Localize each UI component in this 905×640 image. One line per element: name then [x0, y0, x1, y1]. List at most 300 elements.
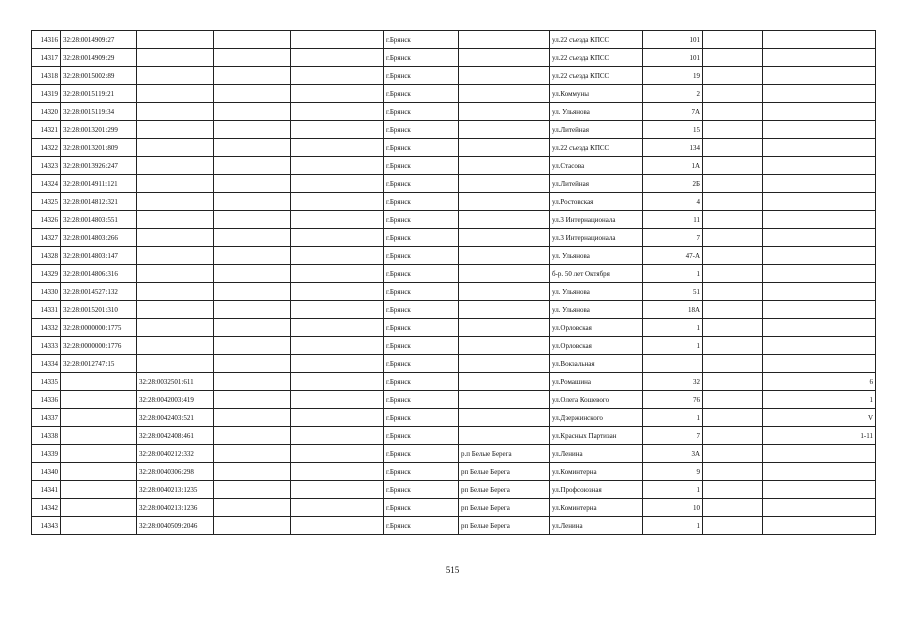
empty-cell — [214, 247, 291, 265]
city-cell: г.Брянск — [384, 31, 459, 49]
page-number: 515 — [445, 565, 460, 575]
empty-cell — [214, 373, 291, 391]
table-row — [32, 445, 876, 463]
empty-cell — [214, 211, 291, 229]
city-cell: г.Брянск — [384, 427, 459, 445]
table-row — [32, 391, 876, 409]
empty-cell — [214, 175, 291, 193]
empty-cell — [703, 337, 763, 355]
table-row — [32, 517, 876, 535]
empty-cell — [291, 67, 384, 85]
house-number-cell: 134 — [643, 139, 703, 157]
street-cell: ул.Литейная — [550, 121, 643, 139]
settlement-cell — [459, 265, 550, 283]
empty-cell — [703, 121, 763, 139]
cadastral-number-alt-cell — [137, 121, 214, 139]
apartment-cell: 6 — [763, 373, 876, 391]
empty-cell — [291, 283, 384, 301]
house-number-cell: 1 — [643, 319, 703, 337]
city-cell: г.Брянск — [384, 463, 459, 481]
settlement-cell: рп Белые Берега — [459, 517, 550, 535]
empty-cell — [214, 301, 291, 319]
cadastral-number-alt-cell — [137, 265, 214, 283]
empty-cell — [703, 427, 763, 445]
street-cell: ул.3 Интернационала — [550, 211, 643, 229]
table-row — [32, 193, 876, 211]
city-cell: г.Брянск — [384, 193, 459, 211]
city-cell: г.Брянск — [384, 355, 459, 373]
empty-cell — [291, 391, 384, 409]
city-cell: г.Брянск — [384, 445, 459, 463]
city-cell: г.Брянск — [384, 139, 459, 157]
street-cell: ул.Красных Партизан — [550, 427, 643, 445]
house-number-cell: 15 — [643, 121, 703, 139]
apartment-cell — [763, 337, 876, 355]
empty-cell — [291, 193, 384, 211]
apartment-cell — [763, 481, 876, 499]
house-number-cell: 1 — [643, 517, 703, 535]
street-cell: ул.Коминтерна — [550, 499, 643, 517]
table-row — [32, 211, 876, 229]
table-row — [32, 49, 876, 67]
cadastral-number-cell: 32:28:0014527:132 — [61, 283, 137, 301]
empty-cell — [214, 409, 291, 427]
empty-cell — [291, 139, 384, 157]
cadastral-number-alt-cell: 32:28:0042403:521 — [137, 409, 214, 427]
house-number-cell: 2 — [643, 85, 703, 103]
house-number-cell: 101 — [643, 49, 703, 67]
settlement-cell — [459, 229, 550, 247]
city-cell: г.Брянск — [384, 85, 459, 103]
street-cell: ул.22 съезда КПСС — [550, 49, 643, 67]
city-cell: г.Брянск — [384, 211, 459, 229]
row-number-cell: 14319 — [32, 85, 61, 103]
settlement-cell — [459, 355, 550, 373]
apartment-cell — [763, 67, 876, 85]
city-cell: г.Брянск — [384, 499, 459, 517]
empty-cell — [703, 157, 763, 175]
house-number-cell: 3А — [643, 445, 703, 463]
apartment-cell — [763, 301, 876, 319]
table-row — [32, 265, 876, 283]
empty-cell — [214, 193, 291, 211]
row-number-cell: 14336 — [32, 391, 61, 409]
table-row — [32, 337, 876, 355]
apartment-cell — [763, 211, 876, 229]
empty-cell — [291, 157, 384, 175]
empty-cell — [291, 247, 384, 265]
street-cell: ул.Ростовская — [550, 193, 643, 211]
settlement-cell — [459, 301, 550, 319]
table-row — [32, 229, 876, 247]
cadastral-number-cell — [61, 373, 137, 391]
street-cell: ул.Стасова — [550, 157, 643, 175]
apartment-cell — [763, 49, 876, 67]
settlement-cell — [459, 373, 550, 391]
apartment-cell — [763, 121, 876, 139]
row-number-cell: 14332 — [32, 319, 61, 337]
cadastral-number-alt-cell: 32:28:0042003:419 — [137, 391, 214, 409]
table-row — [32, 31, 876, 49]
city-cell: г.Брянск — [384, 49, 459, 67]
street-cell: ул.22 съезда КПСС — [550, 139, 643, 157]
apartment-cell — [763, 85, 876, 103]
street-cell: ул.Ленина — [550, 517, 643, 535]
city-cell: г.Брянск — [384, 229, 459, 247]
row-number-cell: 14328 — [32, 247, 61, 265]
row-number-cell: 14316 — [32, 31, 61, 49]
empty-cell — [214, 67, 291, 85]
city-cell: г.Брянск — [384, 337, 459, 355]
empty-cell — [703, 139, 763, 157]
table-body — [32, 31, 876, 535]
city-cell: г.Брянск — [384, 67, 459, 85]
table-row — [32, 139, 876, 157]
empty-cell — [291, 463, 384, 481]
table-row — [32, 409, 876, 427]
settlement-cell — [459, 139, 550, 157]
cadastral-number-alt-cell — [137, 229, 214, 247]
city-cell: г.Брянск — [384, 391, 459, 409]
street-cell: б-р. 50 лет Октября — [550, 265, 643, 283]
empty-cell — [703, 481, 763, 499]
row-number-cell: 14343 — [32, 517, 61, 535]
empty-cell — [291, 337, 384, 355]
cadastral-number-cell — [61, 409, 137, 427]
cadastral-number-cell: 32:28:0013926:247 — [61, 157, 137, 175]
row-number-cell: 14320 — [32, 103, 61, 121]
apartment-cell — [763, 175, 876, 193]
apartment-cell — [763, 103, 876, 121]
cadastral-number-alt-cell — [137, 85, 214, 103]
cadastral-number-cell: 32:28:0014812:321 — [61, 193, 137, 211]
cadastral-number-cell: 32:28:0015201:310 — [61, 301, 137, 319]
cadastral-number-alt-cell: 32:28:0032501:611 — [137, 373, 214, 391]
cadastral-number-alt-cell — [137, 337, 214, 355]
city-cell: г.Брянск — [384, 319, 459, 337]
empty-cell — [291, 373, 384, 391]
street-cell: ул.22 съезда КПСС — [550, 31, 643, 49]
empty-cell — [291, 49, 384, 67]
house-number-cell: 19 — [643, 67, 703, 85]
settlement-cell: р.п Белые Берега — [459, 445, 550, 463]
city-cell: г.Брянск — [384, 409, 459, 427]
table-row — [32, 301, 876, 319]
row-number-cell: 14325 — [32, 193, 61, 211]
empty-cell — [703, 319, 763, 337]
settlement-cell — [459, 175, 550, 193]
apartment-cell — [763, 445, 876, 463]
street-cell: ул.Орловская — [550, 319, 643, 337]
house-number-cell: 7А — [643, 103, 703, 121]
empty-cell — [214, 517, 291, 535]
apartment-cell — [763, 157, 876, 175]
street-cell: ул.Ромашина — [550, 373, 643, 391]
row-number-cell: 14340 — [32, 463, 61, 481]
settlement-cell — [459, 337, 550, 355]
empty-cell — [703, 409, 763, 427]
cadastral-number-alt-cell — [137, 175, 214, 193]
empty-cell — [291, 103, 384, 121]
empty-cell — [703, 193, 763, 211]
apartment-cell: 1 — [763, 391, 876, 409]
street-cell: ул.Дзержинского — [550, 409, 643, 427]
apartment-cell: V — [763, 409, 876, 427]
cadastral-number-cell: 32:28:0012747:15 — [61, 355, 137, 373]
empty-cell — [214, 283, 291, 301]
empty-cell — [291, 481, 384, 499]
empty-cell — [291, 355, 384, 373]
cadastral-number-alt-cell — [137, 31, 214, 49]
cadastral-number-alt-cell — [137, 103, 214, 121]
cadastral-number-alt-cell: 32:28:0040212:332 — [137, 445, 214, 463]
settlement-cell: рп Белые Берега — [459, 481, 550, 499]
cadastral-number-cell: 32:28:0014911:121 — [61, 175, 137, 193]
settlement-cell — [459, 427, 550, 445]
table-row — [32, 247, 876, 265]
cadastral-number-alt-cell — [137, 67, 214, 85]
table-row — [32, 283, 876, 301]
house-number-cell: 32 — [643, 373, 703, 391]
cadastral-number-alt-cell: 32:28:0040509:2046 — [137, 517, 214, 535]
apartment-cell — [763, 355, 876, 373]
house-number-cell: 1А — [643, 157, 703, 175]
settlement-cell — [459, 193, 550, 211]
street-cell: ул.Орловская — [550, 337, 643, 355]
empty-cell — [703, 49, 763, 67]
empty-cell — [703, 517, 763, 535]
settlement-cell — [459, 409, 550, 427]
empty-cell — [703, 463, 763, 481]
settlement-cell — [459, 283, 550, 301]
empty-cell — [214, 139, 291, 157]
empty-cell — [291, 211, 384, 229]
cadastral-number-cell — [61, 463, 137, 481]
empty-cell — [291, 499, 384, 517]
empty-cell — [703, 247, 763, 265]
empty-cell — [703, 211, 763, 229]
empty-cell — [214, 103, 291, 121]
empty-cell — [214, 85, 291, 103]
table-row — [32, 121, 876, 139]
row-number-cell: 14329 — [32, 265, 61, 283]
settlement-cell — [459, 319, 550, 337]
cadastral-number-alt-cell — [137, 157, 214, 175]
empty-cell — [703, 265, 763, 283]
empty-cell — [214, 31, 291, 49]
city-cell: г.Брянск — [384, 373, 459, 391]
settlement-cell — [459, 157, 550, 175]
city-cell: г.Брянск — [384, 301, 459, 319]
table-row — [32, 463, 876, 481]
table-row — [32, 175, 876, 193]
empty-cell — [214, 121, 291, 139]
table-row — [32, 157, 876, 175]
row-number-cell: 14334 — [32, 355, 61, 373]
table-row — [32, 499, 876, 517]
empty-cell — [703, 103, 763, 121]
cadastral-number-alt-cell — [137, 319, 214, 337]
row-number-cell: 14326 — [32, 211, 61, 229]
empty-cell — [214, 391, 291, 409]
table-row — [32, 67, 876, 85]
city-cell: г.Брянск — [384, 157, 459, 175]
row-number-cell: 14327 — [32, 229, 61, 247]
street-cell: ул.22 съезда КПСС — [550, 67, 643, 85]
cadastral-number-alt-cell: 32:28:0040213:1235 — [137, 481, 214, 499]
empty-cell — [291, 319, 384, 337]
empty-cell — [703, 445, 763, 463]
cadastral-number-cell — [61, 427, 137, 445]
empty-cell — [214, 265, 291, 283]
empty-cell — [214, 319, 291, 337]
cadastral-number-alt-cell — [137, 211, 214, 229]
cadastral-number-cell: 32:28:0013201:299 — [61, 121, 137, 139]
empty-cell — [214, 157, 291, 175]
apartment-cell: 1-11 — [763, 427, 876, 445]
cadastral-number-cell: 32:28:0014806:316 — [61, 265, 137, 283]
city-cell: г.Брянск — [384, 175, 459, 193]
cadastral-number-cell: 32:28:0000000:1776 — [61, 337, 137, 355]
table-row — [32, 481, 876, 499]
apartment-cell — [763, 193, 876, 211]
settlement-cell: рп Белые Берега — [459, 499, 550, 517]
street-cell: ул. Ульянова — [550, 301, 643, 319]
street-cell: ул.Олега Кошевого — [550, 391, 643, 409]
street-cell: ул.Профсоюзная — [550, 481, 643, 499]
row-number-cell: 14323 — [32, 157, 61, 175]
house-number-cell: 7 — [643, 427, 703, 445]
cadastral-number-alt-cell — [137, 301, 214, 319]
empty-cell — [703, 391, 763, 409]
cadastral-number-cell: 32:28:0015119:34 — [61, 103, 137, 121]
empty-cell — [703, 355, 763, 373]
house-number-cell: 76 — [643, 391, 703, 409]
city-cell: г.Брянск — [384, 103, 459, 121]
table-row — [32, 85, 876, 103]
row-number-cell: 14322 — [32, 139, 61, 157]
table-row — [32, 103, 876, 121]
row-number-cell: 14337 — [32, 409, 61, 427]
house-number-cell: 101 — [643, 31, 703, 49]
empty-cell — [214, 499, 291, 517]
empty-cell — [214, 427, 291, 445]
apartment-cell — [763, 319, 876, 337]
apartment-cell — [763, 265, 876, 283]
city-cell: г.Брянск — [384, 121, 459, 139]
settlement-cell — [459, 211, 550, 229]
house-number-cell: 9 — [643, 463, 703, 481]
street-cell: ул.3 Интернационала — [550, 229, 643, 247]
empty-cell — [291, 409, 384, 427]
apartment-cell — [763, 31, 876, 49]
empty-cell — [291, 427, 384, 445]
apartment-cell — [763, 517, 876, 535]
empty-cell — [703, 499, 763, 517]
row-number-cell: 14338 — [32, 427, 61, 445]
city-cell: г.Брянск — [384, 247, 459, 265]
empty-cell — [214, 229, 291, 247]
house-number-cell: 1 — [643, 481, 703, 499]
empty-cell — [291, 265, 384, 283]
cadastral-number-alt-cell: 32:28:0040213:1236 — [137, 499, 214, 517]
street-cell: ул.Коминтерна — [550, 463, 643, 481]
empty-cell — [703, 67, 763, 85]
empty-cell — [703, 373, 763, 391]
cadastral-number-cell: 32:28:0013201:809 — [61, 139, 137, 157]
street-cell: ул.Коммуны — [550, 85, 643, 103]
table-row — [32, 373, 876, 391]
cadastral-number-cell: 32:28:0015002:89 — [61, 67, 137, 85]
apartment-cell — [763, 499, 876, 517]
row-number-cell: 14342 — [32, 499, 61, 517]
house-number-cell: 1 — [643, 337, 703, 355]
house-number-cell: 51 — [643, 283, 703, 301]
empty-cell — [291, 85, 384, 103]
empty-cell — [703, 229, 763, 247]
table-row — [32, 427, 876, 445]
row-number-cell: 14321 — [32, 121, 61, 139]
settlement-cell — [459, 85, 550, 103]
house-number-cell: 1 — [643, 409, 703, 427]
cadastral-number-cell — [61, 481, 137, 499]
cadastral-number-cell: 32:28:0014909:29 — [61, 49, 137, 67]
empty-cell — [703, 31, 763, 49]
cadastral-number-cell: 32:28:0014909:27 — [61, 31, 137, 49]
row-number-cell: 14330 — [32, 283, 61, 301]
house-number-cell: 11 — [643, 211, 703, 229]
register-table — [31, 30, 876, 535]
city-cell: г.Брянск — [384, 265, 459, 283]
cadastral-number-cell: 32:28:0014803:551 — [61, 211, 137, 229]
city-cell: г.Брянск — [384, 517, 459, 535]
city-cell: г.Брянск — [384, 481, 459, 499]
empty-cell — [291, 517, 384, 535]
row-number-cell: 14331 — [32, 301, 61, 319]
cadastral-number-cell — [61, 391, 137, 409]
empty-cell — [214, 445, 291, 463]
settlement-cell — [459, 67, 550, 85]
row-number-cell: 14333 — [32, 337, 61, 355]
street-cell: ул. Ульянова — [550, 283, 643, 301]
empty-cell — [291, 229, 384, 247]
empty-cell — [291, 175, 384, 193]
empty-cell — [214, 355, 291, 373]
empty-cell — [291, 301, 384, 319]
cadastral-number-cell: 32:28:0014803:266 — [61, 229, 137, 247]
empty-cell — [214, 463, 291, 481]
cadastral-number-alt-cell — [137, 355, 214, 373]
house-number-cell: 2Б — [643, 175, 703, 193]
row-number-cell: 14318 — [32, 67, 61, 85]
cadastral-number-alt-cell — [137, 247, 214, 265]
cadastral-number-alt-cell — [137, 49, 214, 67]
settlement-cell — [459, 49, 550, 67]
settlement-cell — [459, 103, 550, 121]
cadastral-number-cell — [61, 499, 137, 517]
table-row — [32, 355, 876, 373]
row-number-cell: 14339 — [32, 445, 61, 463]
empty-cell — [214, 481, 291, 499]
cadastral-number-alt-cell — [137, 193, 214, 211]
apartment-cell — [763, 463, 876, 481]
street-cell: ул.Вокзальная — [550, 355, 643, 373]
house-number-cell: 10 — [643, 499, 703, 517]
street-cell: ул.Литейная — [550, 175, 643, 193]
apartment-cell — [763, 247, 876, 265]
street-cell: ул. Ульянова — [550, 103, 643, 121]
empty-cell — [703, 301, 763, 319]
